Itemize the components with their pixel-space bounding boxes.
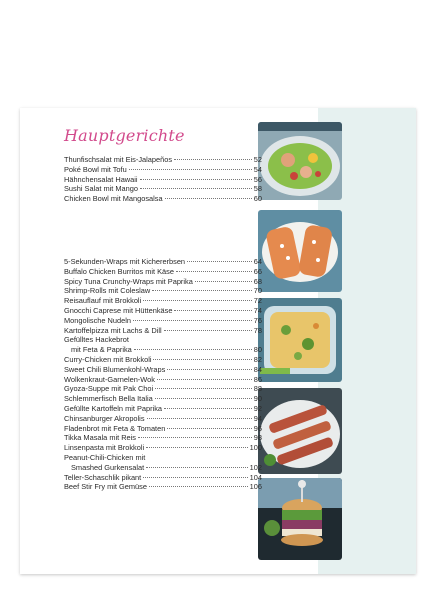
toc-entry [64, 175, 262, 185]
entry-title: 5-Sekunden-Wraps mit Kichererbsen [64, 257, 186, 266]
entry-page-number: 82 [253, 354, 262, 364]
entry-page-number: 96 [253, 423, 262, 433]
entry-title: Reisauflauf mit Brokkoli [64, 296, 142, 306]
entry-title: Sweet Chili Blumenkohl-Wraps [64, 364, 166, 374]
dot-leader [134, 349, 252, 350]
entry-title: Beef Stir Fry mit Gemüse [64, 482, 147, 492]
toc-entry [64, 267, 262, 277]
toc-entry [64, 184, 262, 194]
toc-entry [64, 306, 262, 316]
entry-page-number: 54 [253, 164, 262, 174]
dot-leader [147, 418, 252, 419]
dot-leader [140, 179, 252, 180]
entry-title: Gefüllte Kartoffeln mit Paprika [64, 403, 163, 413]
dot-leader [133, 320, 252, 321]
toc-entry [64, 473, 262, 483]
dot-leader [143, 300, 252, 301]
dot-leader [143, 477, 247, 478]
toc-entry [64, 355, 262, 365]
toc-entry [64, 424, 262, 434]
entry-title: Curry-Chicken mit Brokkoli [64, 354, 152, 364]
wraps-photo [258, 210, 342, 292]
dot-leader [146, 467, 248, 468]
entry-page-number: 86 [253, 374, 262, 384]
entry-page-number: 58 [253, 184, 262, 194]
toc-entry [64, 414, 262, 424]
entry-page-number: 88 [253, 384, 262, 394]
entry-title: Buffalo Chicken Burritos mit Käse [64, 266, 174, 276]
entry-title: Gnocchi Caprese mit Hüttenkäse [64, 305, 173, 315]
entry-title: Chinsanburger Akropolis [64, 413, 145, 423]
entry-page-number: 68 [253, 276, 262, 286]
toc-entry [64, 316, 262, 326]
dot-leader [152, 290, 252, 291]
entry-page-number: 84 [253, 364, 262, 374]
entry-page-number: 56 [253, 174, 262, 184]
entry-page-number: 66 [253, 266, 262, 276]
toc-entry [64, 335, 262, 345]
dot-leader [149, 486, 248, 487]
toc-entry [64, 345, 262, 355]
entry-title: Spicy Tuna Crunchy-Wraps mit Paprika [64, 276, 193, 286]
entry-title: Mongolische Nudeln [64, 315, 131, 325]
entry-title: Schlemmerfisch Bella Italia [64, 394, 153, 404]
entry-title: Teller-Schaschlik pikant [64, 472, 142, 482]
entry-page-number: 106 [249, 482, 262, 492]
dot-leader [176, 271, 252, 272]
entry-title: Linsenpasta mit Brokkoli [64, 443, 145, 453]
casserole-photo [258, 298, 342, 382]
dot-leader [165, 198, 252, 199]
dot-leader [164, 408, 252, 409]
entry-page-number: 90 [253, 394, 262, 404]
entry-page-number: 52 [253, 155, 262, 164]
entry-page-number: 104 [249, 472, 262, 482]
dot-leader [164, 330, 252, 331]
entry-page-number: 64 [253, 257, 262, 266]
salad-photo [258, 122, 342, 200]
entry-title: mit Feta & Paprika [71, 345, 132, 355]
entry-title: Poké Bowl mit Tofu [64, 164, 127, 174]
toc-entry [64, 365, 262, 375]
entry-page-number: 92 [253, 403, 262, 413]
dot-leader [140, 188, 252, 189]
toc-entry [64, 482, 262, 492]
toc-entry [64, 404, 262, 414]
entry-page-number: 102 [249, 462, 262, 472]
toc-entry [64, 433, 262, 443]
toc-entry [64, 384, 262, 394]
dot-leader [195, 281, 252, 282]
entry-page-number: 94 [253, 413, 262, 423]
dot-leader [129, 169, 252, 170]
toc-main-dishes [64, 257, 262, 492]
dot-leader [138, 437, 252, 438]
entry-title: Fladenbrot mit Feta & Tomaten [64, 423, 166, 433]
entry-title: Gefülltes Hackebrot [64, 335, 129, 345]
dot-leader [153, 359, 251, 360]
entry-page-number: 76 [253, 315, 262, 325]
entry-title: Gyoza-Suppe mit Pak Choi [64, 384, 154, 394]
entry-title: Peanut-Chili-Chicken mit [64, 452, 146, 462]
toc-entry [64, 453, 262, 463]
entry-title: Smashed Gurkensalat [71, 462, 145, 472]
toc-entry [64, 463, 262, 473]
skewers-photo [258, 388, 342, 474]
dot-leader [174, 310, 251, 311]
dot-leader [174, 159, 252, 160]
entry-title: Tikka Masala mit Reis [64, 433, 137, 443]
toc-entry [64, 375, 262, 385]
entry-page-number: 70 [253, 286, 262, 296]
toc-entry [64, 394, 262, 404]
entry-title: Shrimp-Rolls mit Coleslaw [64, 286, 151, 296]
entry-title: Wolkenkraut-Garnelen-Wok [64, 374, 155, 384]
entry-title: Thunfischsalat mit Eis-Jalapeños [64, 155, 173, 164]
section-heading: Hauptgerichte [64, 126, 185, 145]
dot-leader [157, 379, 252, 380]
toc-entry [64, 257, 262, 267]
entry-title: Sushi Salat mit Mango [64, 184, 138, 194]
toc-entry [64, 165, 262, 175]
entry-page-number: 74 [253, 305, 262, 315]
entry-title: Kartoffelpizza mit Lachs & Dill [64, 325, 162, 335]
dot-leader [146, 447, 248, 448]
toc-entry [64, 326, 262, 336]
entry-page-number: 72 [253, 296, 262, 306]
entry-page-number: 60 [253, 194, 262, 204]
dot-leader [167, 369, 251, 370]
entry-page-number: 80 [253, 345, 262, 355]
toc-entry [64, 277, 262, 287]
toc-entry [64, 286, 262, 296]
dot-leader [167, 428, 251, 429]
toc-salads [64, 155, 262, 204]
entry-page-number: 98 [253, 433, 262, 443]
toc-entry [64, 155, 262, 165]
dot-leader [155, 388, 252, 389]
toc-entry [64, 194, 262, 204]
entry-page-number: 78 [253, 325, 262, 335]
burger-photo [258, 478, 342, 560]
dot-leader [155, 398, 252, 399]
entry-title: Chicken Bowl mit Mangosalsa [64, 194, 163, 204]
toc-entry [64, 296, 262, 306]
entry-page-number: 100 [249, 443, 262, 453]
toc-entry [64, 443, 262, 453]
entry-title: Hähnchensalat Hawaii [64, 174, 138, 184]
dot-leader [187, 261, 252, 262]
